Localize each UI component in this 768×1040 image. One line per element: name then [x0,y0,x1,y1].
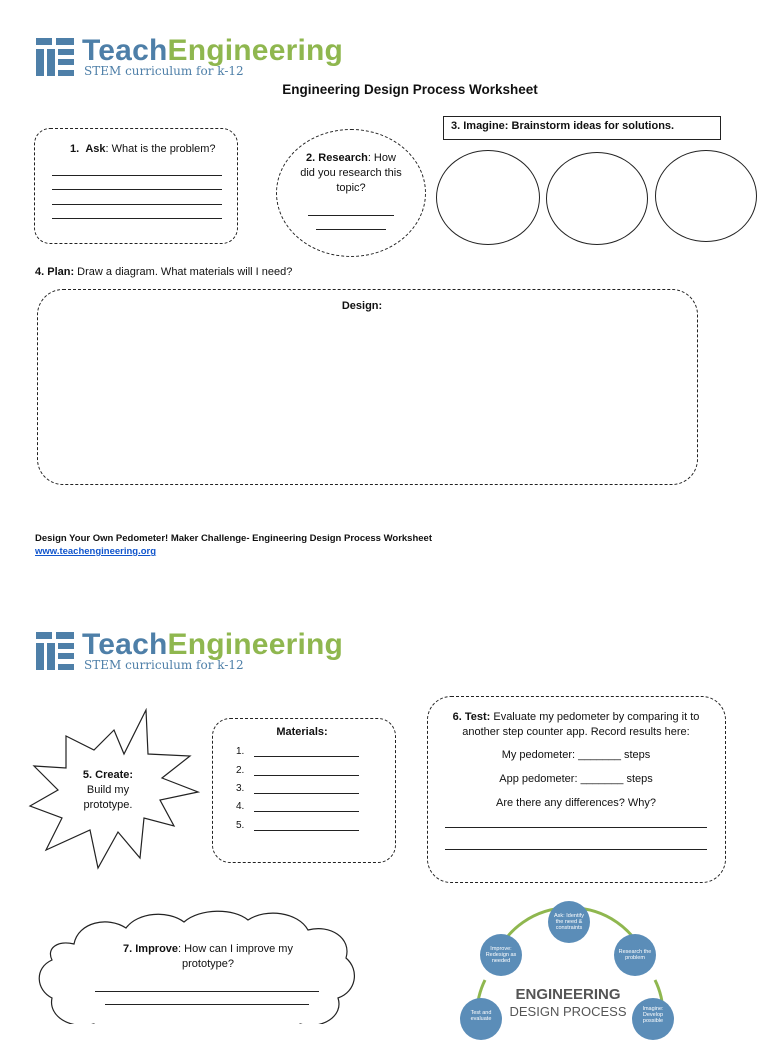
materials-item-number: 5. [236,820,245,831]
ask-answer-line[interactable] [52,189,222,190]
materials-title: Materials: [276,726,328,738]
step-improve [480,934,522,976]
plan-prompt [35,265,435,280]
diagram-title-line1: ENGINEERING [515,986,621,1003]
footer-link[interactable]: www.teachengineering.org [35,546,157,557]
materials-item-number: 4. [236,801,245,812]
improve-prompt [112,942,304,972]
test-text: Evaluate my pedometer by comparing it to another step counter app. Record results here: [462,711,700,738]
research-label: 2. Research [306,152,368,164]
step-test-label: Test and evaluate [470,1010,492,1022]
improve-answer-line[interactable] [105,1004,309,1005]
test-prompt [445,710,707,740]
design-label: Design: [341,300,383,312]
research-answer-line[interactable] [308,215,394,216]
materials-item-number: 3. [236,783,245,794]
page-title: Engineering Design Process Worksheet [282,82,538,97]
materials-item-line[interactable] [254,830,359,831]
improve-answer-line[interactable] [95,991,319,992]
materials-item-line[interactable] [254,793,359,794]
ask-text: : What is the problem? [105,143,216,155]
research-text: : How did you research this topic? [300,152,402,194]
ask-answer-line[interactable] [52,204,222,205]
materials-item-line[interactable] [254,775,359,776]
step-ask [548,901,590,943]
diagram-title-line2: DESIGN PROCESS [509,1004,627,1019]
step-research [614,934,656,976]
imagine-idea-oval-1[interactable] [436,150,540,245]
my-pedometer-steps: My pedometer: _______ steps [501,749,651,761]
ask-label: Ask [85,143,106,155]
brand-tagline: STEM curriculum for k-12 [84,658,244,672]
create-prompt [70,768,146,813]
brand-engineering: Engineering [167,628,344,661]
imagine-idea-oval-3[interactable] [655,150,757,242]
improve-text: : How can I improve my prototype? [178,943,293,970]
materials-item-number: 1. [236,746,245,757]
ask-prompt [70,142,230,157]
step-imagine-label: Imagine: Develop possible [642,1006,664,1024]
teachengineering-logo-icon [36,38,74,76]
test-answer-line[interactable] [445,849,707,850]
step-imagine [632,998,674,1040]
brand-teach: Teach [82,34,168,67]
improve-label: 7. Improve [123,943,179,955]
research-answer-line[interactable] [316,229,386,230]
ask-answer-line[interactable] [52,218,222,219]
materials-item-line[interactable] [254,811,359,812]
design-box[interactable] [37,289,698,485]
imagine-idea-oval-2[interactable] [546,152,648,245]
plan-label: 4. Plan: [35,266,75,278]
materials-item-number: 2. [236,765,245,776]
step-improve-label: Improve: Redesign as needed [485,946,517,964]
imagine-label: 3. Imagine: Brainstorm ideas for solutions. [451,120,675,132]
brand-name [82,628,343,662]
step-ask-label: Ask: Identify the need & constraints [554,913,584,931]
footer-title: Design Your Own Pedometer! Maker Challenge- Engineering Design Process Worksheet [35,533,432,544]
brand-name [82,34,343,68]
research-prompt [300,151,402,196]
create-text: Build my prototype. [83,784,133,811]
step-research-label: Research the problem [618,949,652,961]
ask-answer-line[interactable] [52,175,222,176]
test-answer-line[interactable] [445,827,707,828]
brand-teach: Teach [82,628,168,661]
teachengineering-logo-icon [36,632,74,670]
app-pedometer-steps: App pedometer: _______ steps [499,773,653,785]
step-test [460,998,502,1040]
create-label: 5. Create: [82,769,134,781]
test-label: 6. Test: [452,711,491,723]
plan-text: Draw a diagram. What materials will I need? [74,266,293,278]
brand-engineering: Engineering [167,34,344,67]
test-question: Are there any differences? Why? [496,797,656,809]
ask-number: 1. [70,143,80,155]
brand-tagline: STEM curriculum for k-12 [84,64,244,78]
materials-item-line[interactable] [254,756,359,757]
